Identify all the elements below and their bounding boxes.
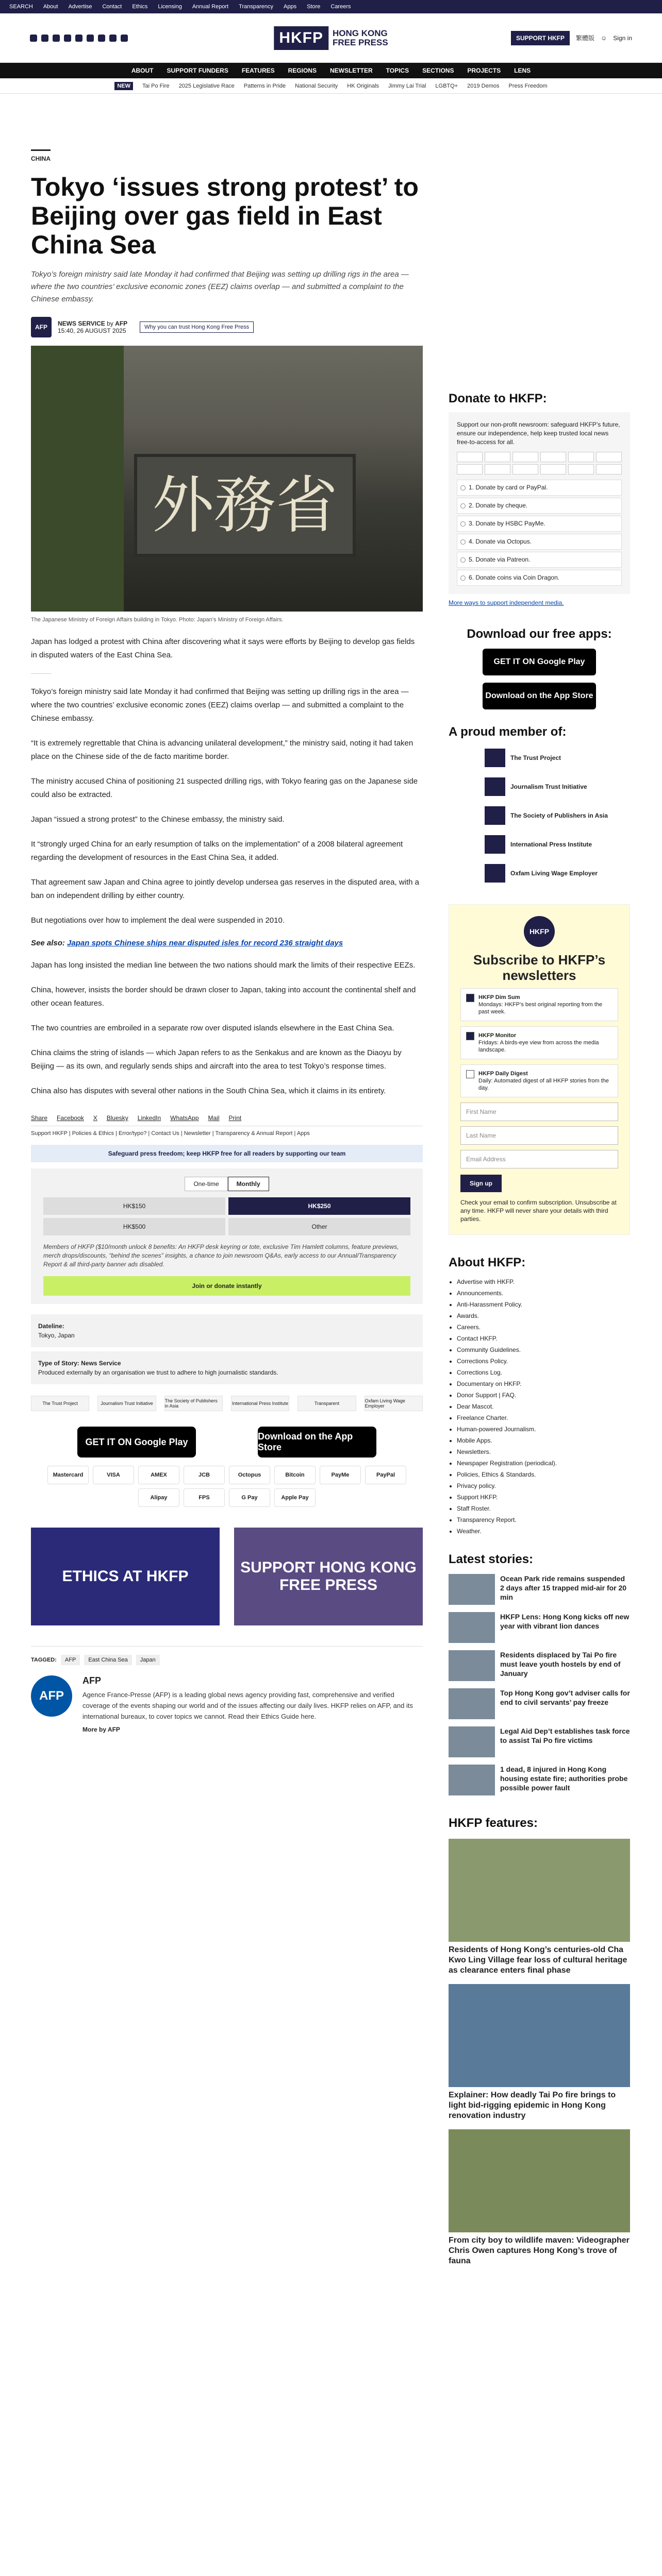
topbar-link-licensing[interactable]: Licensing bbox=[158, 4, 182, 10]
feature-story[interactable]: Explainer: How deadly Tai Po fire brings to light bid-rigging epidemic in Hong Kong renovation industry bbox=[449, 1984, 630, 2121]
photo-sign: 外務省 bbox=[134, 454, 356, 557]
top-utility-bar bbox=[0, 0, 662, 13]
about-link[interactable]: • Donor Support | FAQ. bbox=[457, 1389, 630, 1401]
newsletter-option[interactable]: HKFP Dim Sum Mondays: HKFP’s best original reporting from the past week. bbox=[460, 988, 618, 1021]
main-nav bbox=[0, 63, 662, 78]
topbar-link-apps[interactable]: Apps bbox=[284, 4, 297, 10]
story-type-box: Type of Story: News Service Produced externally by an organisation we trust to adhere to high journalistic standards. bbox=[31, 1351, 423, 1384]
latest-story[interactable]: HKFP Lens: Hong Kong kicks off new year with vibrant lion dances bbox=[449, 1612, 630, 1643]
x-icon[interactable] bbox=[30, 35, 37, 42]
donate-option[interactable]: 3. Donate by HSBC PayMe. bbox=[457, 516, 622, 532]
google-pay-icon[interactable]: G Pay bbox=[229, 1488, 270, 1507]
google-play-button[interactable]: GET IT ON Google Play bbox=[483, 649, 596, 675]
paragraph: China, however, insists the border should be drawn closer to Japan, taking into account the continental shelf and other ocean features. bbox=[31, 986, 416, 1008]
tags: TAGGED: AFP East China Sea Japan bbox=[31, 1646, 423, 1665]
paragraph: “It is extremely regrettable that China is advancing unilateral development,” the ministry said, noting it had taken place on the Chinese side of the de facto maritime border. bbox=[31, 739, 413, 761]
last-name-field[interactable]: Last Name bbox=[460, 1126, 618, 1145]
paragraph: Japan has lodged a protest with China after discovering what it says were efforts by Beijing to develop gas fields in disputed waters of the East China Sea. bbox=[31, 637, 415, 659]
trending-link[interactable]: LGBTQ+ bbox=[435, 82, 458, 89]
app-store-buttons bbox=[31, 1427, 423, 1458]
about-link[interactable]: • Corrections Log. bbox=[457, 1367, 630, 1378]
share-bar bbox=[31, 1114, 423, 1126]
trending-link[interactable]: Patterns in Pride bbox=[243, 82, 286, 89]
feature-story[interactable]: From city boy to wildlife maven: Videographer Chris Owen captures Hong Kong’s trove of fauna bbox=[449, 2129, 630, 2266]
language-toggle[interactable]: 繁體版 bbox=[576, 35, 595, 42]
payment-icons-small bbox=[457, 452, 622, 474]
paragraph: Japan “issued a strong protest” to the Chinese embassy, the ministry said. bbox=[31, 815, 285, 824]
signup-button[interactable]: Sign up bbox=[460, 1175, 502, 1192]
one-time-tab[interactable]: One-time bbox=[185, 1177, 227, 1191]
about-link[interactable]: • Awards. bbox=[457, 1310, 630, 1321]
story-thumbnail bbox=[449, 1650, 495, 1681]
photo-tree bbox=[31, 346, 124, 612]
site-logo[interactable]: HKFP HONG KONG FREE PRESS bbox=[274, 26, 388, 50]
latest-story[interactable]: 1 dead, 8 injured in Hong Kong housing estate fire; authorities probe possible power fault bbox=[449, 1765, 630, 1795]
bluesky-icon[interactable] bbox=[75, 35, 82, 42]
author-name[interactable]: AFP bbox=[82, 1675, 101, 1686]
about-link[interactable]: • Privacy policy. bbox=[457, 1480, 630, 1492]
user-icon[interactable]: ☺ bbox=[601, 34, 607, 42]
donate-title: Donate to HKFP: bbox=[449, 392, 547, 405]
paragraph: The ministry accused China of positioning 21 suspected drilling rigs, with Tokyo fearing gas on the Japanese side could also be extracted. bbox=[31, 777, 418, 799]
threads-icon[interactable] bbox=[64, 35, 71, 42]
telegram-icon[interactable] bbox=[109, 35, 117, 42]
author-box bbox=[31, 1675, 423, 1733]
sidebar bbox=[449, 392, 630, 2266]
bitcoin-icon[interactable]: Bitcoin bbox=[274, 1466, 316, 1484]
about-link[interactable]: • Announcements. bbox=[457, 1287, 630, 1299]
join-button[interactable]: Join or donate instantly bbox=[43, 1276, 410, 1296]
byline-date: 15:40, 26 AUGUST 2025 bbox=[58, 327, 126, 334]
topbar-link-advertise[interactable]: Advertise bbox=[68, 4, 92, 10]
donate-option[interactable]: 6. Donate coins via Coin Dragon. bbox=[457, 570, 622, 586]
trending-bar bbox=[0, 78, 662, 94]
tag[interactable]: East China Sea bbox=[84, 1655, 131, 1665]
tag[interactable]: Japan bbox=[136, 1655, 160, 1665]
tag[interactable]: AFP bbox=[61, 1655, 80, 1665]
about-link[interactable]: • Staff Roster. bbox=[457, 1503, 630, 1514]
more-by-author-link[interactable]: More by AFP bbox=[82, 1726, 120, 1733]
about-link[interactable]: • Policies, Ethics & Standards. bbox=[457, 1469, 630, 1480]
about-link[interactable]: • Weather. bbox=[457, 1526, 630, 1537]
topbar-link-careers[interactable]: Careers bbox=[330, 4, 351, 10]
youtube-icon[interactable] bbox=[87, 35, 94, 42]
jcb-icon[interactable]: JCB bbox=[184, 1466, 225, 1484]
app-store-button[interactable]: Download on the App Store bbox=[258, 1427, 376, 1458]
trending-link[interactable]: 2019 Demos bbox=[467, 82, 500, 89]
apple-pay-icon[interactable]: Apple Pay bbox=[274, 1488, 316, 1507]
promo-banners bbox=[31, 1528, 423, 1625]
story-thumbnail bbox=[449, 1688, 495, 1719]
member-logo[interactable]: The Society of Publishers in Asia bbox=[485, 805, 630, 826]
topbar-link-store[interactable]: Store bbox=[307, 4, 321, 10]
byline-author[interactable]: AFP bbox=[115, 320, 128, 327]
payme-icon[interactable]: PayMe bbox=[320, 1466, 361, 1484]
hkfp-logo-icon: HKFP bbox=[524, 916, 555, 947]
about-link[interactable]: • Corrections Policy. bbox=[457, 1355, 630, 1367]
donate-option[interactable]: 2. Donate by cheque. bbox=[457, 498, 622, 514]
article-column bbox=[31, 129, 423, 1733]
amount-option-selected[interactable]: HK$250 bbox=[228, 1197, 410, 1215]
member-logo[interactable]: The Trust Project bbox=[485, 748, 630, 768]
about-link[interactable]: • Newspaper Registration (periodical). bbox=[457, 1458, 630, 1469]
nav-features[interactable]: FEATURES bbox=[241, 67, 275, 74]
share-whatsapp[interactable]: WhatsApp bbox=[170, 1114, 199, 1122]
latest-story[interactable]: Ocean Park ride remains suspended 2 days after 15 trapped mid-air for 20 min bbox=[449, 1574, 630, 1605]
see-also-link[interactable]: Japan spots Chinese ships near disputed isles for record 236 straight days bbox=[67, 939, 343, 947]
first-name-field[interactable]: First Name bbox=[460, 1103, 618, 1121]
topbar-link-about[interactable]: About bbox=[43, 4, 58, 10]
why-trust-button[interactable]: Why you can trust Hong Kong Free Press bbox=[140, 321, 254, 333]
newsletter-option[interactable]: HKFP Daily Digest Daily: Automated digest of all HKFP stories from the day. bbox=[460, 1064, 618, 1097]
social-icons bbox=[30, 35, 216, 42]
share-print[interactable]: Print bbox=[228, 1114, 242, 1122]
paragraph: The two countries are embroiled in a separate row over disputed islands elsewhere in the East China Sea. bbox=[31, 1024, 394, 1032]
trust-logos bbox=[31, 1396, 423, 1411]
trending-link[interactable]: Press Freedom bbox=[508, 82, 548, 89]
alipay-icon[interactable]: Alipay bbox=[138, 1488, 179, 1507]
photo-caption: The Japanese Ministry of Foreign Affairs building in Tokyo. Photo: Japan’s Ministry of Foreign Affairs. bbox=[31, 617, 284, 623]
nav-newsletter[interactable]: NEWSLETTER bbox=[329, 67, 373, 74]
topbar-link-transparency[interactable]: Transparency bbox=[239, 4, 273, 10]
about-link[interactable]: • Documentary on HKFP. bbox=[457, 1378, 630, 1389]
share-mail[interactable]: Mail bbox=[208, 1114, 220, 1122]
trending-link[interactable]: Tai Po Fire bbox=[142, 82, 170, 89]
share-bluesky[interactable]: Bluesky bbox=[106, 1114, 128, 1122]
trending-link[interactable]: HK Originals bbox=[347, 82, 379, 89]
newsletter-title: Subscribe to HKFP’s newsletters bbox=[473, 952, 606, 983]
footer-links[interactable]: Support HKFP | Policies & Ethics | Error/typo? | Contact Us | Newsletter | Transparency & Annual Report | Apps bbox=[31, 1130, 310, 1137]
share-x[interactable]: X bbox=[93, 1114, 97, 1122]
search-link[interactable]: SEARCH bbox=[9, 4, 33, 10]
nav-about[interactable]: ABOUT bbox=[131, 67, 154, 74]
member-logo[interactable]: Journalism Trust Initiative bbox=[485, 776, 630, 797]
paragraph: Japan has long insisted the median line between the two nations should mark the limits of their respective EEZs. bbox=[31, 961, 416, 970]
trust-logo[interactable]: Journalism Trust Initiative bbox=[97, 1396, 156, 1411]
share-label[interactable]: Share bbox=[31, 1114, 48, 1122]
amex-icon[interactable]: AMEX bbox=[138, 1466, 179, 1484]
about-list bbox=[449, 1276, 630, 1537]
about-link[interactable]: • Careers. bbox=[457, 1321, 630, 1333]
about-link[interactable]: • Anti-Harassment Policy. bbox=[457, 1299, 630, 1310]
story-thumbnail bbox=[449, 1726, 495, 1757]
share-linkedin[interactable]: LinkedIn bbox=[137, 1114, 161, 1122]
latest-title: Latest stories: bbox=[449, 1552, 534, 1566]
topbar-link-ethics[interactable]: Ethics bbox=[132, 4, 148, 10]
paragraph: That agreement saw Japan and China agree to jointly develop undersea gas reserves in the disputed area, with a ban on independent drilling by either country. bbox=[31, 878, 419, 900]
safeguard-banner[interactable]: Safeguard press freedom; keep HKFP free for all readers by supporting our team bbox=[31, 1145, 423, 1162]
monthly-tab[interactable]: Monthly bbox=[228, 1177, 269, 1191]
paypal-icon[interactable]: PayPal bbox=[365, 1466, 406, 1484]
more-ways-link[interactable]: More ways to support independent media. bbox=[449, 599, 564, 606]
trust-logo[interactable]: International Press Institute bbox=[231, 1396, 289, 1411]
latest-story[interactable]: Top Hong Kong gov’t adviser calls for end to civil servants’ pay freeze bbox=[449, 1688, 630, 1719]
donate-option[interactable]: 1. Donate by card or PayPal. bbox=[457, 480, 622, 496]
latest-story[interactable]: Residents displaced by Tai Po fire must leave youth hostels by end of January bbox=[449, 1650, 630, 1681]
fps-icon[interactable]: FPS bbox=[184, 1488, 225, 1507]
byline: AFP NEWS SERVICE by AFP 15:40, 26 AUGUST 2025 Why you can trust Hong Kong Free Press bbox=[31, 317, 423, 337]
trending-link[interactable]: 2025 Legislative Race bbox=[178, 82, 235, 89]
article-lead: Tokyo’s foreign ministry said late Monday it had confirmed that Beijing was setting up drilling rigs in the area — where the two countries’ exclusive economic zones (EEZ) claims overlap — and submitted a complaint to the Chinese embassy. bbox=[31, 270, 409, 303]
feature-image bbox=[449, 2129, 630, 2232]
paragraph: Tokyo’s foreign ministry said late Monday it had confirmed that Beijing was setting up drilling rigs in the area — where the two countries’ exclusive economic zones (EEZ) claims overlap — and submitted a complaint to the Chinese embassy. bbox=[31, 687, 409, 723]
trending-link[interactable]: Jimmy Lai Trial bbox=[388, 82, 426, 89]
newsletter-signup bbox=[449, 904, 630, 1235]
about-link[interactable]: • Freelance Charter. bbox=[457, 1412, 630, 1423]
about-link[interactable]: • Mobile Apps. bbox=[457, 1435, 630, 1446]
paragraph: But negotiations over how to implement the deal were suspended in 2010. bbox=[31, 916, 285, 925]
nav-topics[interactable]: TOPICS bbox=[386, 67, 409, 74]
nav-support-funders[interactable]: SUPPORT FUNDERS bbox=[167, 67, 228, 74]
article-photo bbox=[31, 346, 423, 612]
see-also: See also: Japan spots Chinese ships near disputed isles for record 236 straight days bbox=[31, 939, 343, 947]
email-field[interactable]: Email Address bbox=[460, 1150, 618, 1168]
paragraph: It “strongly urged China for an early resumption of talks on the implementation” of a 2008 bilateral agreement regarding the development of resources in the East China Sea, it added. bbox=[31, 840, 403, 862]
dateline-box: Dateline: Tokyo, Japan bbox=[31, 1314, 423, 1347]
member-logo[interactable]: Oxfam Living Wage Employer bbox=[485, 863, 630, 884]
octopus-icon[interactable]: Octopus bbox=[229, 1466, 270, 1484]
amount-option[interactable]: HK$150 bbox=[43, 1197, 225, 1215]
facebook-icon[interactable] bbox=[41, 35, 48, 42]
about-link[interactable]: • Dear Mascot. bbox=[457, 1401, 630, 1412]
ethics-banner[interactable]: ETHICS AT HKFP bbox=[31, 1528, 220, 1625]
visa-icon[interactable]: VISA bbox=[93, 1466, 134, 1484]
app-store-button[interactable]: Download on the App Store bbox=[483, 683, 596, 709]
donate-option[interactable]: 5. Donate via Patreon. bbox=[457, 552, 622, 568]
author-avatar[interactable]: AFP bbox=[31, 317, 52, 337]
nav-sections[interactable]: SECTIONS bbox=[422, 67, 454, 74]
trust-logo[interactable]: Transparent bbox=[297, 1396, 356, 1411]
newsletter-note: Check your email to confirm subscription. Unsubscribe at any time. HKFP will never share your details with third parties. bbox=[460, 1199, 617, 1223]
apps-title: Download our free apps: bbox=[467, 627, 612, 641]
about-link[interactable]: • Transparency Report. bbox=[457, 1514, 630, 1526]
story-thumbnail bbox=[449, 1765, 495, 1795]
topbar-link-annual-report[interactable]: Annual Report bbox=[192, 4, 229, 10]
story-thumbnail bbox=[449, 1574, 495, 1605]
features-title: HKFP features: bbox=[449, 1816, 538, 1830]
google-play-button[interactable]: GET IT ON Google Play bbox=[77, 1427, 196, 1458]
trending-link[interactable]: National Security bbox=[295, 82, 338, 89]
member-title: A proud member of: bbox=[449, 725, 567, 739]
member-logo[interactable]: International Press Institute bbox=[485, 834, 630, 855]
nav-lens[interactable]: LENS bbox=[514, 67, 531, 74]
feature-image bbox=[449, 1984, 630, 2087]
nav-regions[interactable]: REGIONS bbox=[288, 67, 317, 74]
trust-logo[interactable]: The Society of Publishers in Asia bbox=[164, 1396, 223, 1411]
instagram-icon[interactable] bbox=[53, 35, 60, 42]
about-link[interactable]: • Newsletters. bbox=[457, 1446, 630, 1458]
amount-options bbox=[43, 1197, 410, 1235]
story-thumbnail bbox=[449, 1612, 495, 1643]
feature-image bbox=[449, 1839, 630, 1942]
latest-story[interactable]: Legal Aid Dep’t establishes task force to assist Tai Po fire victims bbox=[449, 1726, 630, 1757]
nav-projects[interactable]: PROJECTS bbox=[467, 67, 501, 74]
newsletter-option[interactable]: HKFP Monitor Fridays: A birds-eye view from across the media landscape. bbox=[460, 1026, 618, 1059]
amount-option-other[interactable]: Other bbox=[228, 1218, 410, 1235]
linkedin-icon[interactable] bbox=[98, 35, 105, 42]
payment-icons bbox=[31, 1466, 423, 1507]
byline-service: NEWS SERVICE bbox=[58, 320, 105, 327]
about-link[interactable]: • Advertise with HKFP. bbox=[457, 1276, 630, 1287]
about-title: About HKFP: bbox=[449, 1256, 526, 1269]
share-facebook[interactable]: Facebook bbox=[57, 1114, 84, 1122]
paragraph: China claims the string of islands — which Japan refers to as the Senkakus and are known as the Diaoyu by Beijing — as its own, and regularly sends ships and aircraft into the area to test Tokyo’s response times. bbox=[31, 1048, 402, 1071]
about-link[interactable]: • Contact HKFP. bbox=[457, 1333, 630, 1344]
donate-sidebox bbox=[449, 412, 630, 594]
site-header bbox=[0, 13, 662, 63]
new-badge: NEW bbox=[114, 82, 133, 90]
trust-logo[interactable]: The Trust Project bbox=[31, 1396, 89, 1411]
author-bio: Agence France-Presse (AFP) is a leading global news agency providing fast, comprehensive and verified coverage of the events shaping our world and of the issues affecting our daily lives. HKFP relies on AFP, and its international bureaux, to cover topics we cannot. Read their Ethics Guide here. bbox=[82, 1691, 413, 1720]
frequency-toggle bbox=[43, 1177, 410, 1191]
donate-intro: Support our non-profit newsroom: safeguard HKFP’s future, ensure our independence, help keep trusted local news free-to-access for all. bbox=[457, 421, 620, 446]
trust-logo[interactable]: Oxfam Living Wage Employer bbox=[365, 1396, 423, 1411]
topbar-link-contact[interactable]: Contact bbox=[102, 4, 122, 10]
donate-option[interactable]: 4. Donate via Octopus. bbox=[457, 534, 622, 550]
paragraph: China also has disputes with several other nations in the South China Sea, which it claims in its entirety. bbox=[31, 1087, 386, 1095]
mastercard-icon[interactable]: Mastercard bbox=[47, 1466, 89, 1484]
email-icon[interactable] bbox=[121, 35, 128, 42]
membership-benefits: Members of HKFP ($10/month unlock 8 benefits: An HKFP desk keyring or tote, exclusive Tim Hamlett columns, feature previews, merch drops/discounts, “behind the scenes” insights, a chance to join newsroom Q&As, early access to our Annual/Transparency Report & all third-party banner ads disabled. bbox=[43, 1243, 399, 1268]
support-hkfp-button[interactable]: SUPPORT HKFP bbox=[511, 31, 570, 45]
about-link[interactable]: • Support HKFP. bbox=[457, 1492, 630, 1503]
about-link[interactable]: • Human-powered Journalism. bbox=[457, 1423, 630, 1435]
article-title: Tokyo ‘issues strong protest’ to Beijing over gas field in East China Sea bbox=[31, 173, 419, 259]
author-logo[interactable]: AFP bbox=[31, 1675, 72, 1717]
about-link[interactable]: • Community Guidelines. bbox=[457, 1344, 630, 1355]
sign-in-link[interactable]: Sign in bbox=[613, 34, 632, 42]
article-category[interactable]: CHINA bbox=[31, 149, 51, 162]
feature-story[interactable]: Residents of Hong Kong’s centuries-old Cha Kwo Ling Village fear loss of cultural heritage as clearance enters final phase bbox=[449, 1839, 630, 1976]
support-banner[interactable]: SUPPORT HONG KONG FREE PRESS bbox=[234, 1528, 423, 1625]
donate-widget bbox=[31, 1168, 423, 1304]
amount-option[interactable]: HK$500 bbox=[43, 1218, 225, 1235]
